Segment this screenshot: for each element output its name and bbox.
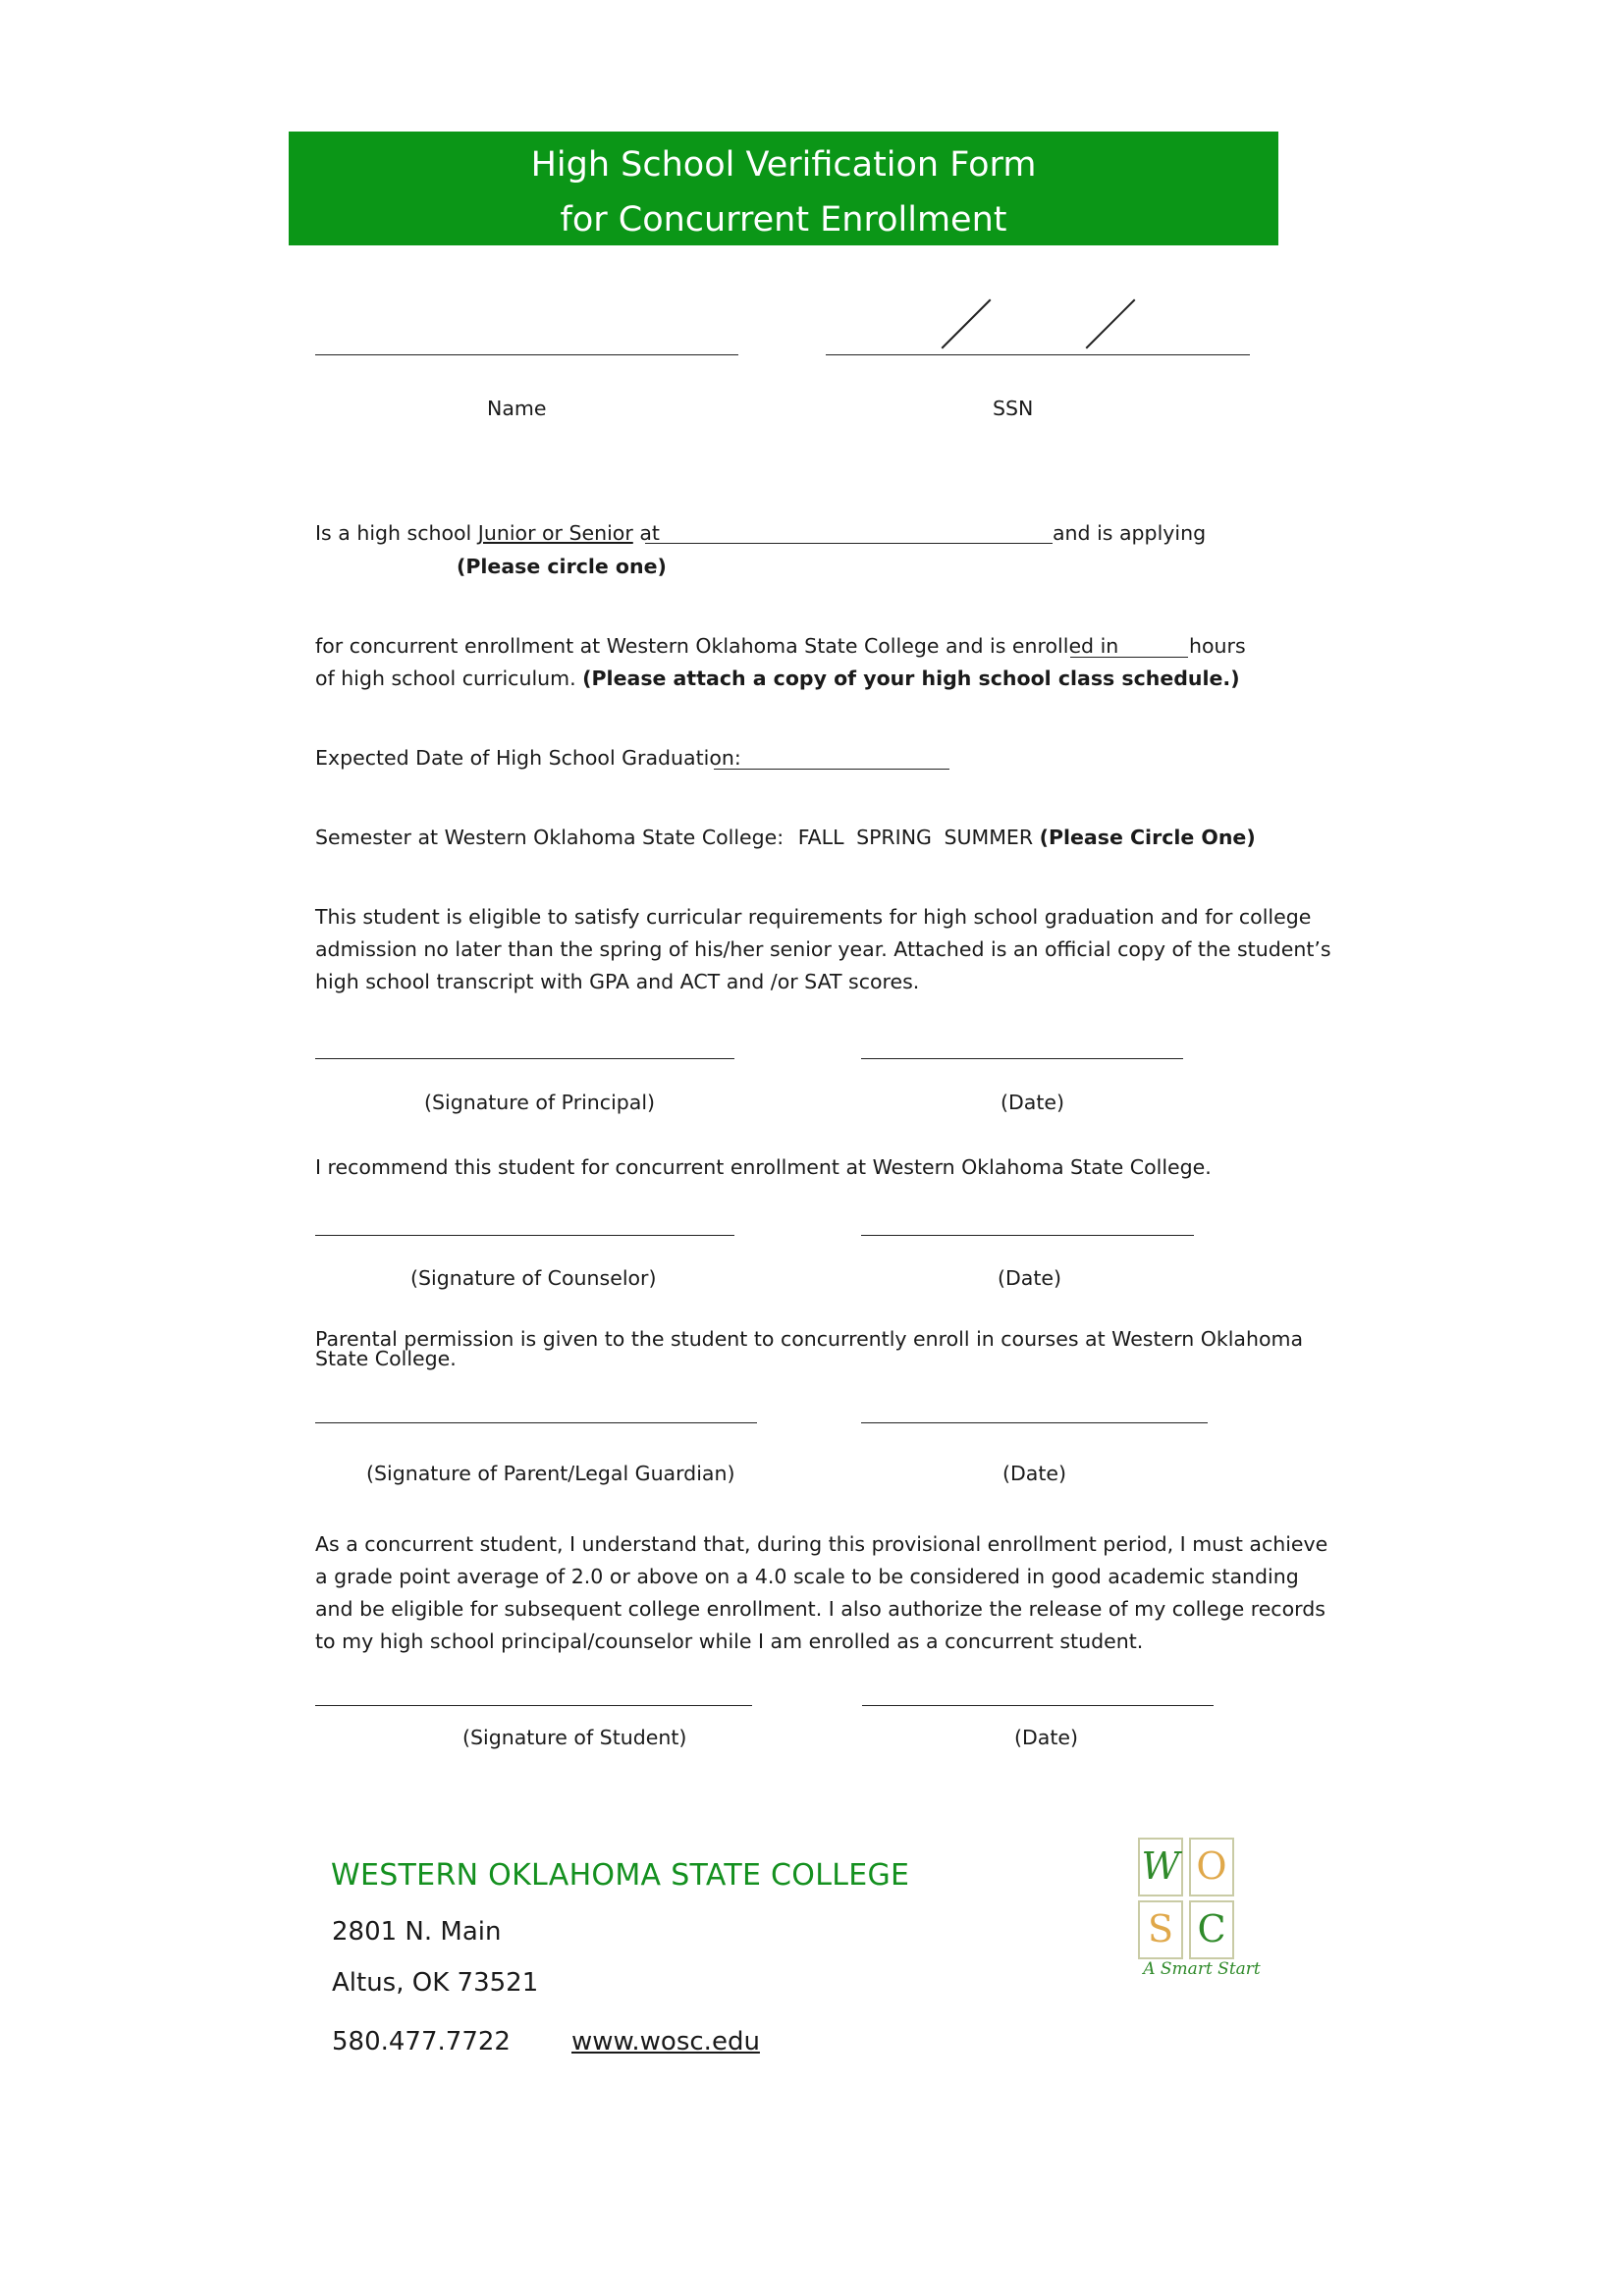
college-street: 2801 N. Main (332, 1917, 502, 1947)
ssn-label: SSN (993, 397, 1034, 420)
counselor-date-line[interactable] (861, 1235, 1194, 1236)
logo-letter-s: S (1138, 1900, 1183, 1959)
enrollment-line2 (315, 663, 1240, 695)
college-phone: 580.477.7722 (332, 2027, 511, 2056)
semester-label: Semester at Western Oklahoma State College: (315, 826, 784, 849)
logo-tagline: A Smart Start (1143, 1959, 1261, 1979)
name-label: Name (487, 397, 547, 420)
parent-date-label: (Date) (1002, 1462, 1066, 1485)
principal-signature-line[interactable] (315, 1058, 734, 1059)
college-city: Altus, OK 73521 (332, 1968, 539, 1998)
semester-fall[interactable]: FALL (797, 826, 844, 849)
status-prefix: Is a high school (315, 521, 472, 545)
eligibility-line3: high school transcript with GPA and ACT and /or SAT scores. (315, 970, 920, 993)
parent-date-line[interactable] (861, 1422, 1208, 1423)
student-signature-line[interactable] (315, 1705, 752, 1706)
hours-line[interactable] (1070, 657, 1188, 658)
ssn-slash-1 (942, 299, 992, 349)
name-line[interactable] (315, 354, 738, 355)
parent-signature-line[interactable] (315, 1422, 757, 1423)
recommend-text: I recommend this student for concurrent enrollment at Western Oklahoma State College. (315, 1155, 1212, 1179)
circle-one-note: (Please circle one) (457, 555, 667, 578)
eligibility-line2: admission no later than the spring of his/her senior year. Attached is an official copy of the student’s (315, 937, 1331, 961)
parent-signature-label: (Signature of Parent/Legal Guardian) (366, 1462, 735, 1485)
college-name: WESTERN OKLAHOMA STATE COLLEGE (331, 1858, 910, 1893)
semester-summer[interactable]: SUMMER (944, 826, 1034, 849)
status-line (315, 517, 660, 550)
college-website-link[interactable]: www.wosc.edu (571, 2027, 760, 2056)
ssn-slash-2 (1086, 299, 1136, 349)
logo-letter-c: C (1189, 1900, 1234, 1959)
junior-senior-options[interactable]: Junior or Senior (477, 521, 633, 545)
semester-spring[interactable]: SPRING (856, 826, 932, 849)
student-date-label: (Date) (1014, 1726, 1078, 1749)
counselor-signature-line[interactable] (315, 1235, 734, 1236)
counselor-signature-label: (Signature of Counselor) (410, 1266, 657, 1290)
agreement-line3: and be eligible for subsequent college enrollment. I also authorize the release of my college records (315, 1597, 1325, 1621)
form-header (289, 132, 1278, 245)
ssn-line[interactable] (826, 354, 1250, 355)
enrollment-line2-prefix: of high school curriculum. (315, 667, 576, 690)
graduation-date-line[interactable] (714, 769, 949, 770)
agreement-line4: to my high school principal/counselor while I am enrolled as a concurrent student. (315, 1629, 1144, 1653)
parental-line1: Parental permission is given to the student to concurrently enroll in courses at Western Oklahoma (315, 1327, 1304, 1351)
wosc-logo (1128, 1838, 1275, 1985)
parental-line2: State College. (315, 1347, 457, 1370)
counselor-date-label: (Date) (998, 1266, 1061, 1290)
eligibility-line1: This student is eligible to satisfy curricular requirements for high school graduation and for college (315, 905, 1312, 929)
high-school-name-line[interactable] (645, 543, 1053, 544)
principal-date-label: (Date) (1001, 1091, 1064, 1114)
semester-line (315, 822, 1256, 854)
logo-letter-o: O (1189, 1838, 1234, 1896)
form-title-line2: for Concurrent Enrollment (560, 200, 1007, 240)
attach-schedule-note: (Please attach a copy of your high school class schedule.) (582, 667, 1240, 690)
student-signature-label: (Signature of Student) (462, 1726, 687, 1749)
logo-letter-w: W (1138, 1838, 1183, 1896)
status-at: at (639, 521, 660, 545)
student-date-line[interactable] (862, 1705, 1214, 1706)
semester-circle-note: (Please Circle One) (1039, 826, 1256, 849)
principal-date-line[interactable] (861, 1058, 1183, 1059)
form-title-line1: High School Verification Form (530, 145, 1037, 185)
agreement-line2: a grade point average of 2.0 or above on a 4.0 scale to be considered in good academic standing (315, 1565, 1299, 1588)
enrollment-line1-prefix: for concurrent enrollment at Western Oklahoma State College and is enrolled in (315, 634, 1119, 658)
principal-signature-label: (Signature of Principal) (424, 1091, 656, 1114)
graduation-label: Expected Date of High School Graduation: (315, 746, 741, 770)
applying-text: and is applying (1053, 521, 1207, 545)
hours-label: hours (1189, 634, 1246, 658)
agreement-line1: As a concurrent student, I understand that, during this provisional enrollment period, I must achieve (315, 1532, 1328, 1556)
